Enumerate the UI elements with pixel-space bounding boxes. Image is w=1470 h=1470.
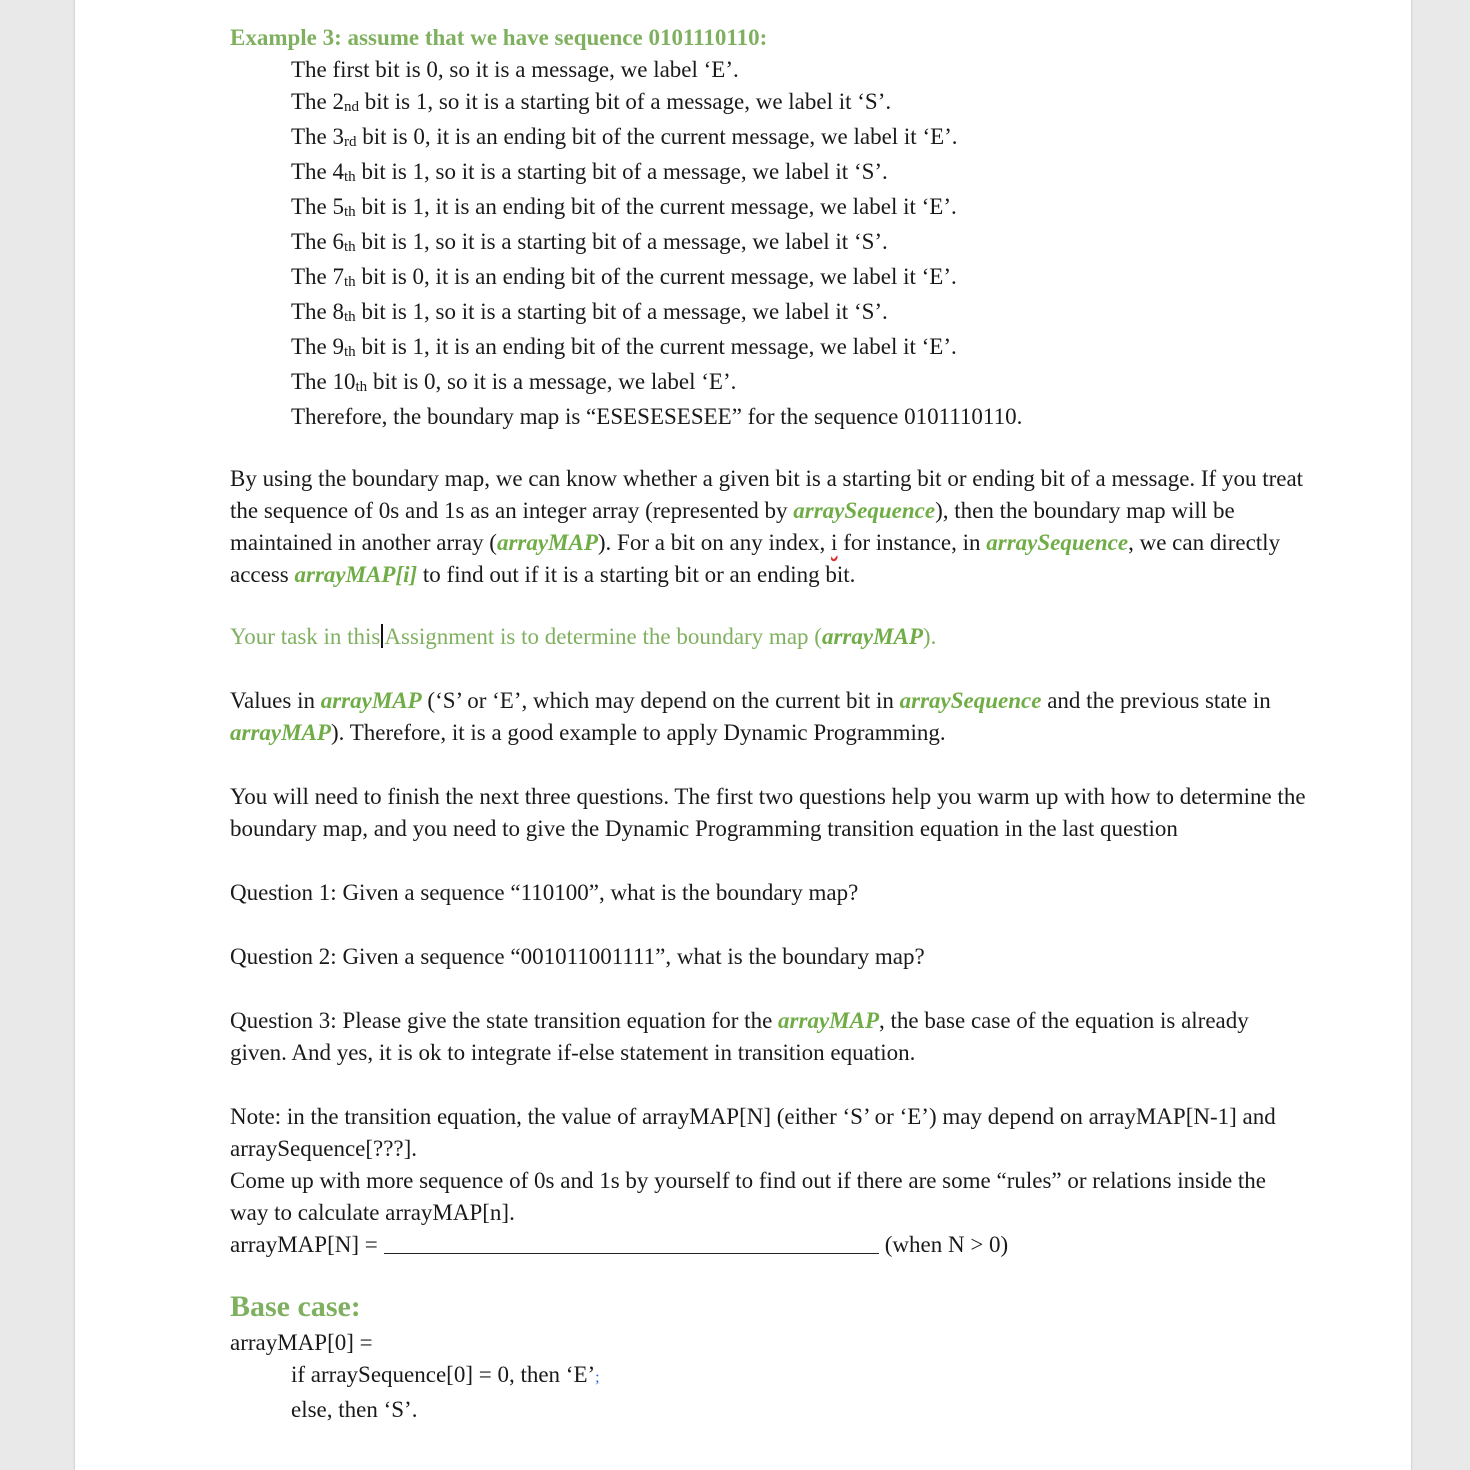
example-line: The first bit is 0, so it is a message, we label ‘E’. — [291, 57, 739, 82]
base-case-if: if arraySequence[0] = 0, then ‘E’; — [291, 1362, 600, 1387]
example-line: The $10_{th}$ bit is 0, so it is a message, we label ‘E’. — [291, 369, 737, 395]
question-3: Question 3: Please give the state transition equation for the arrayMAP, the base case of the equation is already given. And yes, it is ok to integrate if-else statement in transition equation. — [230, 1008, 1249, 1065]
base-case-line: arrayMAP[0] = — [230, 1330, 373, 1355]
example-line: The $3_{rd}$ bit is 0, it is an ending bit of the current message, we label it ‘E’. — [291, 124, 958, 150]
example-line: The $2_{nd}$ bit is 1, so it is a starting bit of a message, we label it ‘S’. — [291, 89, 892, 115]
example-line: The $4_{th}$ bit is 1, so it is a starting bit of a message, we label it ‘S’. — [291, 159, 888, 185]
base-case-heading: Base case: — [230, 1290, 361, 1323]
example-conclusion: Therefore, the boundary map is “ESESESESEE” for the sequence 0101110110. — [291, 404, 1023, 429]
instructions-paragraph: You will need to finish the next three questions. The first two questions help you warm up with how to determine the boundary map, and you need to give the Dynamic Programming transition equation in the last question — [230, 784, 1306, 841]
example-line: The $9_{th}$ bit is 1, it is an ending bit of the current message, we label it ‘E’. — [291, 334, 957, 360]
example-line: The $6_{th}$ bit is 1, so it is a starting bit of a message, we label it ‘S’. — [291, 229, 888, 255]
autocorrect-mark[interactable]: ; — [595, 1369, 600, 1386]
question-2: Question 2: Given a sequence “001011001111”, what is the boundary map? — [230, 944, 925, 969]
example-line: The $8_{th}$ bit is 1, so it is a starting bit of a message, we label it ‘S’. — [291, 299, 888, 325]
values-paragraph: Values in arrayMAP (‘S’ or ‘E’, which may depend on the current bit in arraySequence and the previous state in arrayMAP). Therefore, it is a good example to apply Dynamic Programming. — [230, 688, 1271, 745]
base-case-else: else, then ‘S’. — [291, 1397, 418, 1422]
example-lines — [230, 54, 1310, 433]
base-case-body — [230, 1359, 1310, 1426]
note-paragraph: Note: in the transition equation, the value of arrayMAP[N] (either ‘S’ or ‘E’) may depend on arrayMAP[N-1] and arraySequence[???]. — [230, 1104, 1276, 1161]
question-1: Question 1: Given a sequence “110100”, what is the boundary map? — [230, 880, 859, 905]
task-statement[interactable]: Your task in this Assignment is to determine the boundary map (arrayMAP). — [230, 624, 937, 649]
transition-equation: arrayMAP[N] = (when N > 0) — [230, 1232, 1009, 1257]
hint-paragraph: Come up with more sequence of 0s and 1s by yourself to find out if there are some “rules” or relations inside the way to calculate arrayMAP[n]. — [230, 1168, 1266, 1225]
boundary-map-paragraph: By using the boundary map, we can know whether a given bit is a starting bit or ending bit of a message. If you treat the sequence of 0s and 1s as an integer array (represented by arraySequence), then the boundary map will be maintained in another array (arrayMAP). For a bit on any index, i for instance, in arraySequence, we can directly access arrayMAP[i] to find out if it is a starting bit or an ending bit. — [230, 466, 1304, 587]
example-title: Example 3: assume that we have sequence 0101110110: — [230, 25, 768, 50]
document-page — [75, 0, 1411, 1470]
example-line: The $7_{th}$ bit is 0, it is an ending bit of the current message, we label it ‘E’. — [291, 264, 957, 290]
example-line: The $5_{th}$ bit is 1, it is an ending bit of the current message, we label it ‘E’. — [291, 194, 957, 220]
document-content — [230, 22, 1310, 1426]
answer-blank[interactable] — [384, 1233, 879, 1254]
